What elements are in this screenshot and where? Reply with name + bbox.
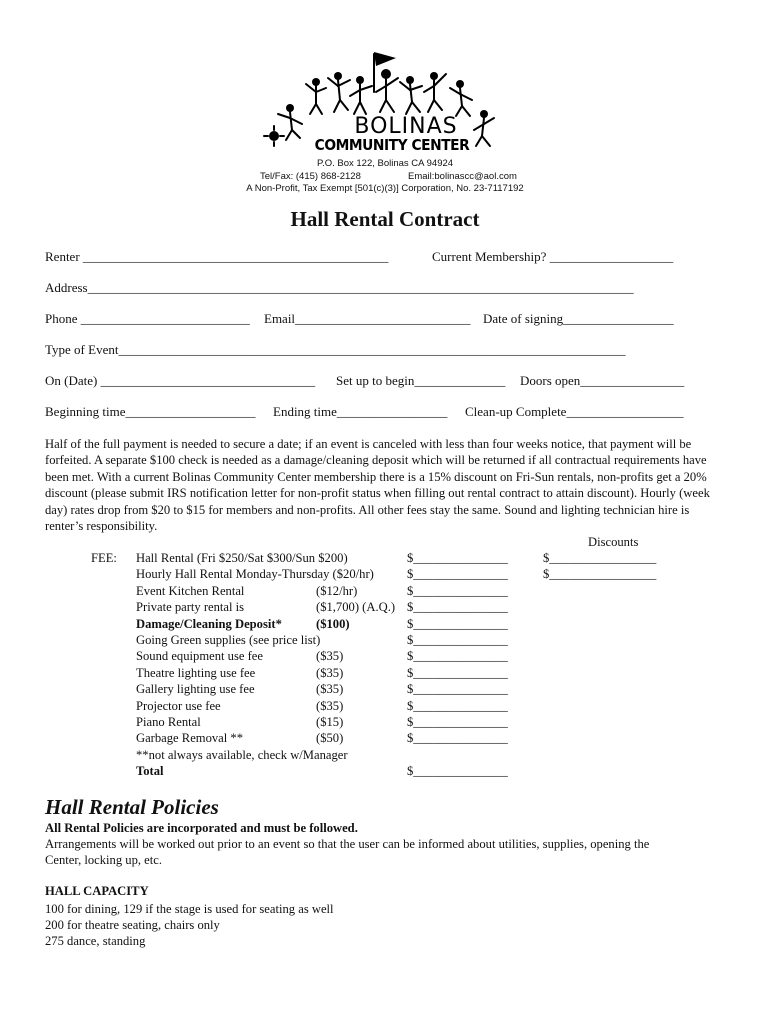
policies-heading: Hall Rental Policies bbox=[45, 795, 219, 819]
fee-item: Sound equipment use fee bbox=[136, 649, 263, 664]
fee-item: Gallery lighting use fee bbox=[136, 682, 255, 697]
org-telfax: Tel/Fax: (415) 868-2128 bbox=[260, 171, 361, 182]
fee-item: Event Kitchen Rental bbox=[136, 583, 245, 598]
doors-open-field[interactable]: Doors open________________ bbox=[520, 373, 685, 388]
policies-text-line1: Arrangements will be worked out prior to an event so that the user can be informed about utilities, supplies, opening the bbox=[45, 837, 650, 851]
capacity-heading: HALL CAPACITY bbox=[45, 884, 149, 898]
fee-amount-blank[interactable]: $_______________ bbox=[407, 633, 508, 647]
fee-price: ($35) bbox=[316, 649, 344, 664]
page-title: Hall Rental Contract bbox=[290, 207, 480, 231]
org-nonprofit-status: A Non-Profit, Tax Exempt [501(c)(3)] Corporation, No. 23-7117192 bbox=[246, 183, 524, 194]
policies-text-line2: Center, locking up, etc. bbox=[45, 853, 163, 867]
event-date-field[interactable]: On (Date) _________________________________ bbox=[45, 373, 316, 388]
fee-item: Theatre lighting use fee bbox=[136, 665, 256, 680]
beginning-time-field[interactable]: Beginning time____________________ bbox=[45, 404, 256, 419]
terms-paragraph: Half of the full payment is needed to secure a date; if an event is canceled with less than four weeks notice, that payment will be forfeited. A separate $100 check is needed as a damage/cleaning deposit which will be returned if all contractual requirements have been met. With a current Bolinas Community Center membership there is a 15% discount on Fri-Sun rentals, non-profits get a 20% discount (please submit IRS notification letter for non-profit status when filling out rental contract to attain discount). Hourly (week day) rates drop from $20 to $15 for members and non-profits. All other fees stay the same. Sound and lighting technician hire is renter’s responsibility. bbox=[45, 437, 710, 534]
fee-item: Piano Rental bbox=[136, 715, 201, 729]
fee-amount-blank[interactable]: $_______________ bbox=[407, 567, 508, 582]
fee-item: Garbage Removal ** bbox=[136, 731, 244, 746]
discount-amount-blank[interactable]: $_________________ bbox=[543, 551, 657, 565]
fee-price: ($100) bbox=[316, 616, 350, 631]
fee-amount-blank[interactable]: $_______________ bbox=[407, 583, 508, 598]
policies-subheading: All Rental Policies are incorporated and must be followed. bbox=[45, 821, 358, 835]
event-type-field[interactable]: Type of Event______________________________________________________________________________ bbox=[45, 342, 626, 357]
fee-amount-blank[interactable]: $_______________ bbox=[407, 764, 508, 779]
capacity-item: 200 for theatre seating, chairs only bbox=[45, 918, 220, 932]
fee-item: Hourly Hall Rental Monday-Thursday ($20/hr) bbox=[136, 567, 374, 582]
fee-price: ($35) bbox=[316, 665, 344, 680]
ending-time-field[interactable]: Ending time_________________ bbox=[273, 404, 448, 419]
capacity-item: 275 dance, standing bbox=[45, 934, 146, 948]
capacity-item: 100 for dining, 129 if the stage is used for seating as well bbox=[45, 902, 334, 916]
setup-time-field[interactable]: Set up to begin______________ bbox=[336, 373, 506, 388]
discount-amount-blank[interactable]: $_________________ bbox=[543, 567, 657, 582]
fee-amount-blank[interactable]: $_______________ bbox=[407, 698, 508, 713]
fee-item: **not always available, check w/Manager bbox=[136, 747, 348, 762]
cleanup-complete-field[interactable]: Clean-up Complete__________________ bbox=[465, 404, 684, 419]
fee-price: ($12/hr) bbox=[316, 583, 358, 598]
fee-item: Hall Rental (Fri $250/Sat $300/Sun $200) bbox=[136, 551, 348, 565]
fee-item: Total bbox=[136, 764, 164, 779]
fee-label: FEE: bbox=[91, 551, 117, 565]
address-field[interactable]: Address____________________________________________________________________________________ bbox=[45, 280, 634, 295]
fee-amount-blank[interactable]: $_______________ bbox=[407, 616, 508, 631]
phone-field[interactable]: Phone __________________________ bbox=[45, 311, 250, 326]
fee-item: Private party rental is bbox=[136, 600, 245, 615]
org-address: P.O. Box 122, Bolinas CA 94924 bbox=[316, 158, 454, 169]
fee-item: Going Green supplies (see price list) bbox=[136, 633, 321, 647]
fee-amount-blank[interactable]: $_______________ bbox=[407, 682, 508, 697]
fee-price: ($35) bbox=[316, 698, 344, 713]
email-field[interactable]: Email___________________________ bbox=[264, 311, 471, 326]
fee-amount-blank[interactable]: $_______________ bbox=[407, 731, 508, 746]
discounts-label: Discounts bbox=[588, 535, 639, 549]
org-email: Email:bolinascc@aol.com bbox=[408, 171, 517, 182]
fee-amount-blank[interactable]: $_______________ bbox=[407, 715, 508, 729]
date-of-signing-field[interactable]: Date of signing_________________ bbox=[483, 311, 674, 326]
fee-amount-blank[interactable]: $_______________ bbox=[407, 665, 508, 680]
fee-price: ($15) bbox=[316, 715, 344, 729]
bolinas-logo bbox=[256, 44, 500, 164]
fee-amount-blank[interactable]: $_______________ bbox=[407, 600, 508, 615]
logo-title: BOLINAS bbox=[354, 114, 458, 139]
fee-item: Damage/Cleaning Deposit* bbox=[136, 616, 282, 631]
logo-subtitle: COMMUNITY CENTER bbox=[314, 136, 470, 154]
fee-item: Projector use fee bbox=[136, 698, 221, 713]
fee-price: ($35) bbox=[316, 682, 344, 697]
renter-field[interactable]: Renter _______________________________________________ bbox=[45, 249, 389, 264]
fee-amount-blank[interactable]: $_______________ bbox=[407, 649, 508, 664]
fee-price: ($50) bbox=[316, 731, 344, 746]
fee-price: ($1,700) (A.Q.) bbox=[316, 600, 396, 615]
membership-field[interactable]: Current Membership? ___________________ bbox=[432, 249, 674, 264]
fee-amount-blank[interactable]: $_______________ bbox=[407, 551, 508, 565]
